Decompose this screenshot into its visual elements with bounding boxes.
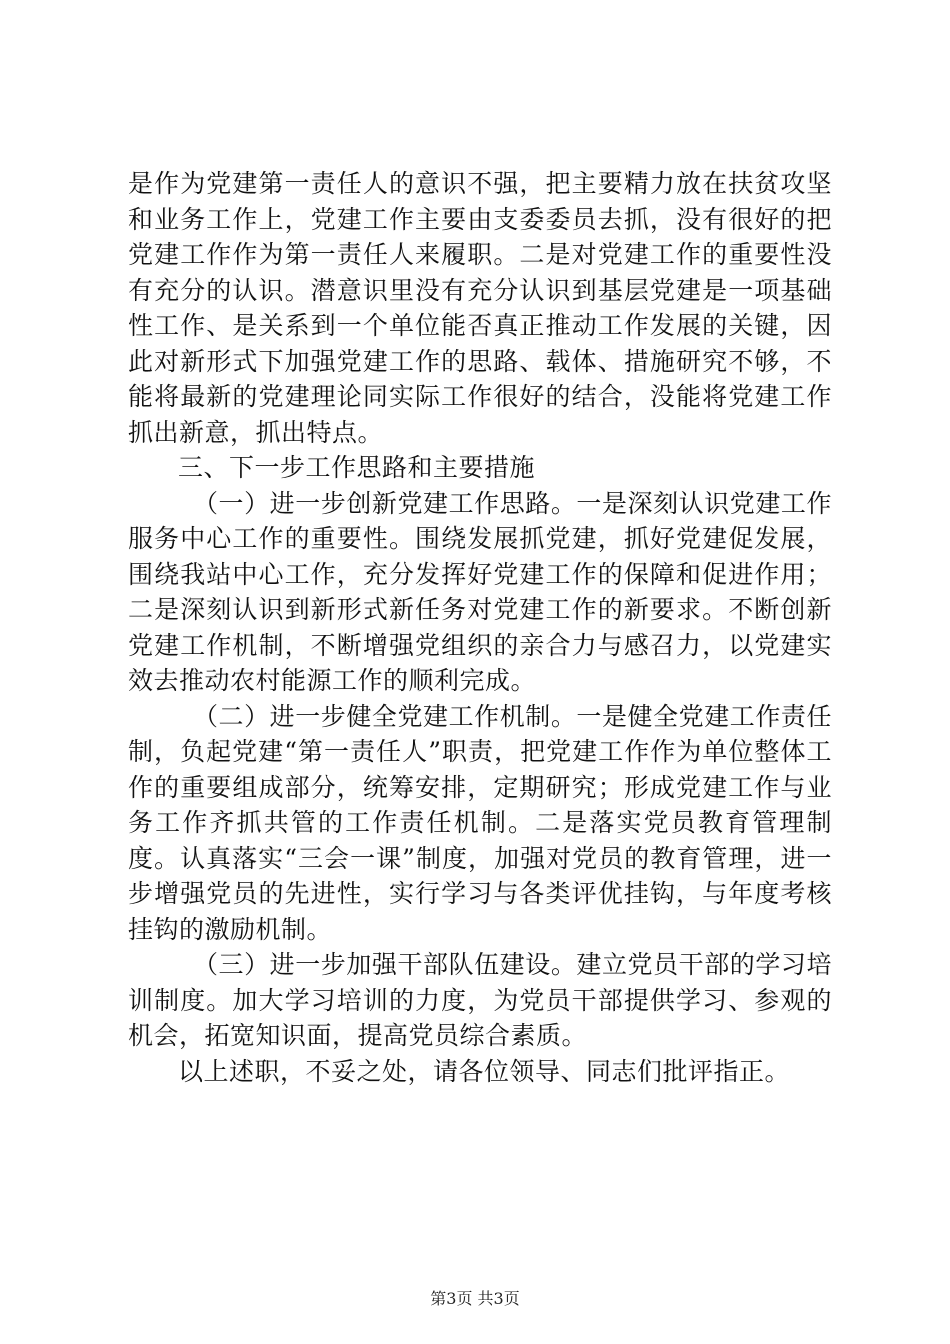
paragraph-item-3: （三）进一步加强干部队伍建设。建立党员干部的学习培训制度。加大学习培训的力度，为党员干部提供学习、参观的机会，拓宽知识面，提高党员综合素质。: [128, 950, 832, 1050]
section-heading: 三、下一步工作思路和主要措施: [178, 453, 536, 482]
paragraph-item-1: （一）进一步创新党建工作思路。一是深刻认识党建工作服务中心工作的重要性。围绕发展抓党建，抓好党建促发展，围绕我站中心工作，充分发挥好党建工作的保障和促进作用；二是深刻认识到新形式新任务对党建工作的新要求。不断创新党建工作机制，不断增强党组织的亲合力与感召力，以党建实效去推动农村能源工作的顺利完成。: [128, 488, 832, 695]
document-body: [128, 166, 832, 1089]
closing-paragraph: 以上述职，不妥之处，请各位领导、同志们批评指正。: [178, 1056, 791, 1086]
paragraph-item-2: （二）进一步健全党建工作机制。一是健全党建工作责任制，负起党建“第一责任人”职责，把党建工作作为单位整体工作的重要组成部分，统筹安排，定期研究；形成党建工作与业务工作齐抓共管的工作责任机制。二是落实党员教育管理制度。认真落实“三会一课”制度，加强对党员的教育管理，进一步增强党员的先进性，实行学习与各类评优挂钩，与年度考核挂钩的激励机制。: [128, 701, 832, 944]
paragraph-continued: 是作为党建第一责任人的意识不强，把主要精力放在扶贫攻坚和业务工作上，党建工作主要由支委委员去抓，没有很好的把党建工作作为第一责任人来履职。二是对党建工作的重要性没有充分的认识。潜意识里没有充分认识到基层党建是一项基础性工作、是关系到一个单位能否真正推动工作发展的关键，因此对新形式下加强党建工作的思路、载体、措施研究不够，不能将最新的党建理论同实际工作很好的结合，没能将党建工作抓出新意，抓出特点。: [128, 169, 832, 447]
page-footer: 第3页 共3页: [430, 1289, 520, 1308]
